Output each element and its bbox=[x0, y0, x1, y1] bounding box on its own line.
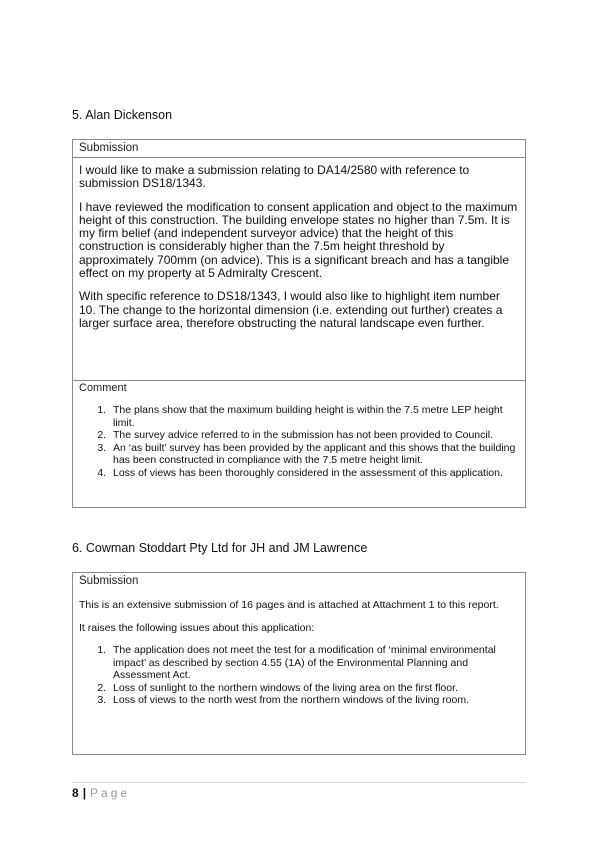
submission-label: Submission bbox=[73, 140, 525, 158]
footer-separator: | bbox=[82, 786, 87, 800]
comment-section bbox=[73, 380, 525, 479]
page-footer bbox=[72, 786, 130, 800]
submission-box-cowman-stoddart bbox=[72, 572, 526, 755]
footer-divider bbox=[72, 782, 526, 783]
comment-item: 2. The survey advice referred to in the submission has not been provided to Council. bbox=[109, 429, 525, 442]
comment-item: 1. The plans show that the maximum building height is within the 7.5 metre LEP height limit. bbox=[109, 404, 525, 429]
submission-paragraph: I have reviewed the modification to consent application and object to the maximum height of this construction. The building envelope states no higher than 7.5m. It is my firm belief (and independent surveyor advice) that the height of this construction is considerably higher than the 7.5m height threshold by approximately 700mm (on advice). This is a significant breach and has a tangible effect on my property at 5 Admiralty Crescent. bbox=[79, 199, 518, 281]
issue-list bbox=[79, 644, 519, 707]
issue-item: 1. The application does not meet the test for a modification of ‘minimal environmental impact’ as described by section 4.55 (1A) of the Environmental Planning and Assessment Act. bbox=[109, 644, 519, 682]
submission-label: Submission bbox=[79, 575, 139, 587]
comment-label: Comment bbox=[79, 382, 127, 394]
submission-paragraph: With specific reference to DS18/1343, I would also like to highlight item number 10. The change to the horizontal dimension (i.e. extending out further) creates a larger surface area, therefore obstructing the natural landscape even further. bbox=[79, 289, 503, 330]
submission-paragraph: This is an extensive submission of 16 pages and is attached at Attachment 1 to this report. bbox=[79, 599, 499, 611]
comment-item: 3. An ‘as built’ survey has been provided by the applicant and this shows that the building has been constructed in compliance with the 7.5 metre height limit. bbox=[109, 442, 525, 467]
submission-paragraph: It raises the following issues about this application: bbox=[79, 621, 315, 634]
issue-item: 2. Loss of sunlight to the northern windows of the living area on the first floor. bbox=[109, 682, 519, 695]
section-heading-alan-dickenson: 5. Alan Dickenson bbox=[72, 108, 173, 122]
page-number: 8 bbox=[72, 786, 79, 800]
issue-item: 3. Loss of views to the north west from the northern windows of the living room. bbox=[109, 694, 519, 707]
comment-list bbox=[73, 404, 525, 479]
submission-box-alan-dickenson bbox=[72, 139, 526, 508]
submission-body bbox=[73, 158, 525, 380]
section-heading-cowman-stoddart: 6. Cowman Stoddart Pty Ltd for JH and JM Lawrence bbox=[72, 541, 368, 555]
page-label: Page bbox=[90, 786, 131, 800]
submission-paragraph: I would like to make a submission relating to DA14/2580 with reference to submission DS18/1343. bbox=[79, 163, 470, 191]
comment-item: 4. Loss of views has been thoroughly considered in the assessment of this application. bbox=[109, 467, 525, 480]
submission-body bbox=[73, 593, 525, 707]
